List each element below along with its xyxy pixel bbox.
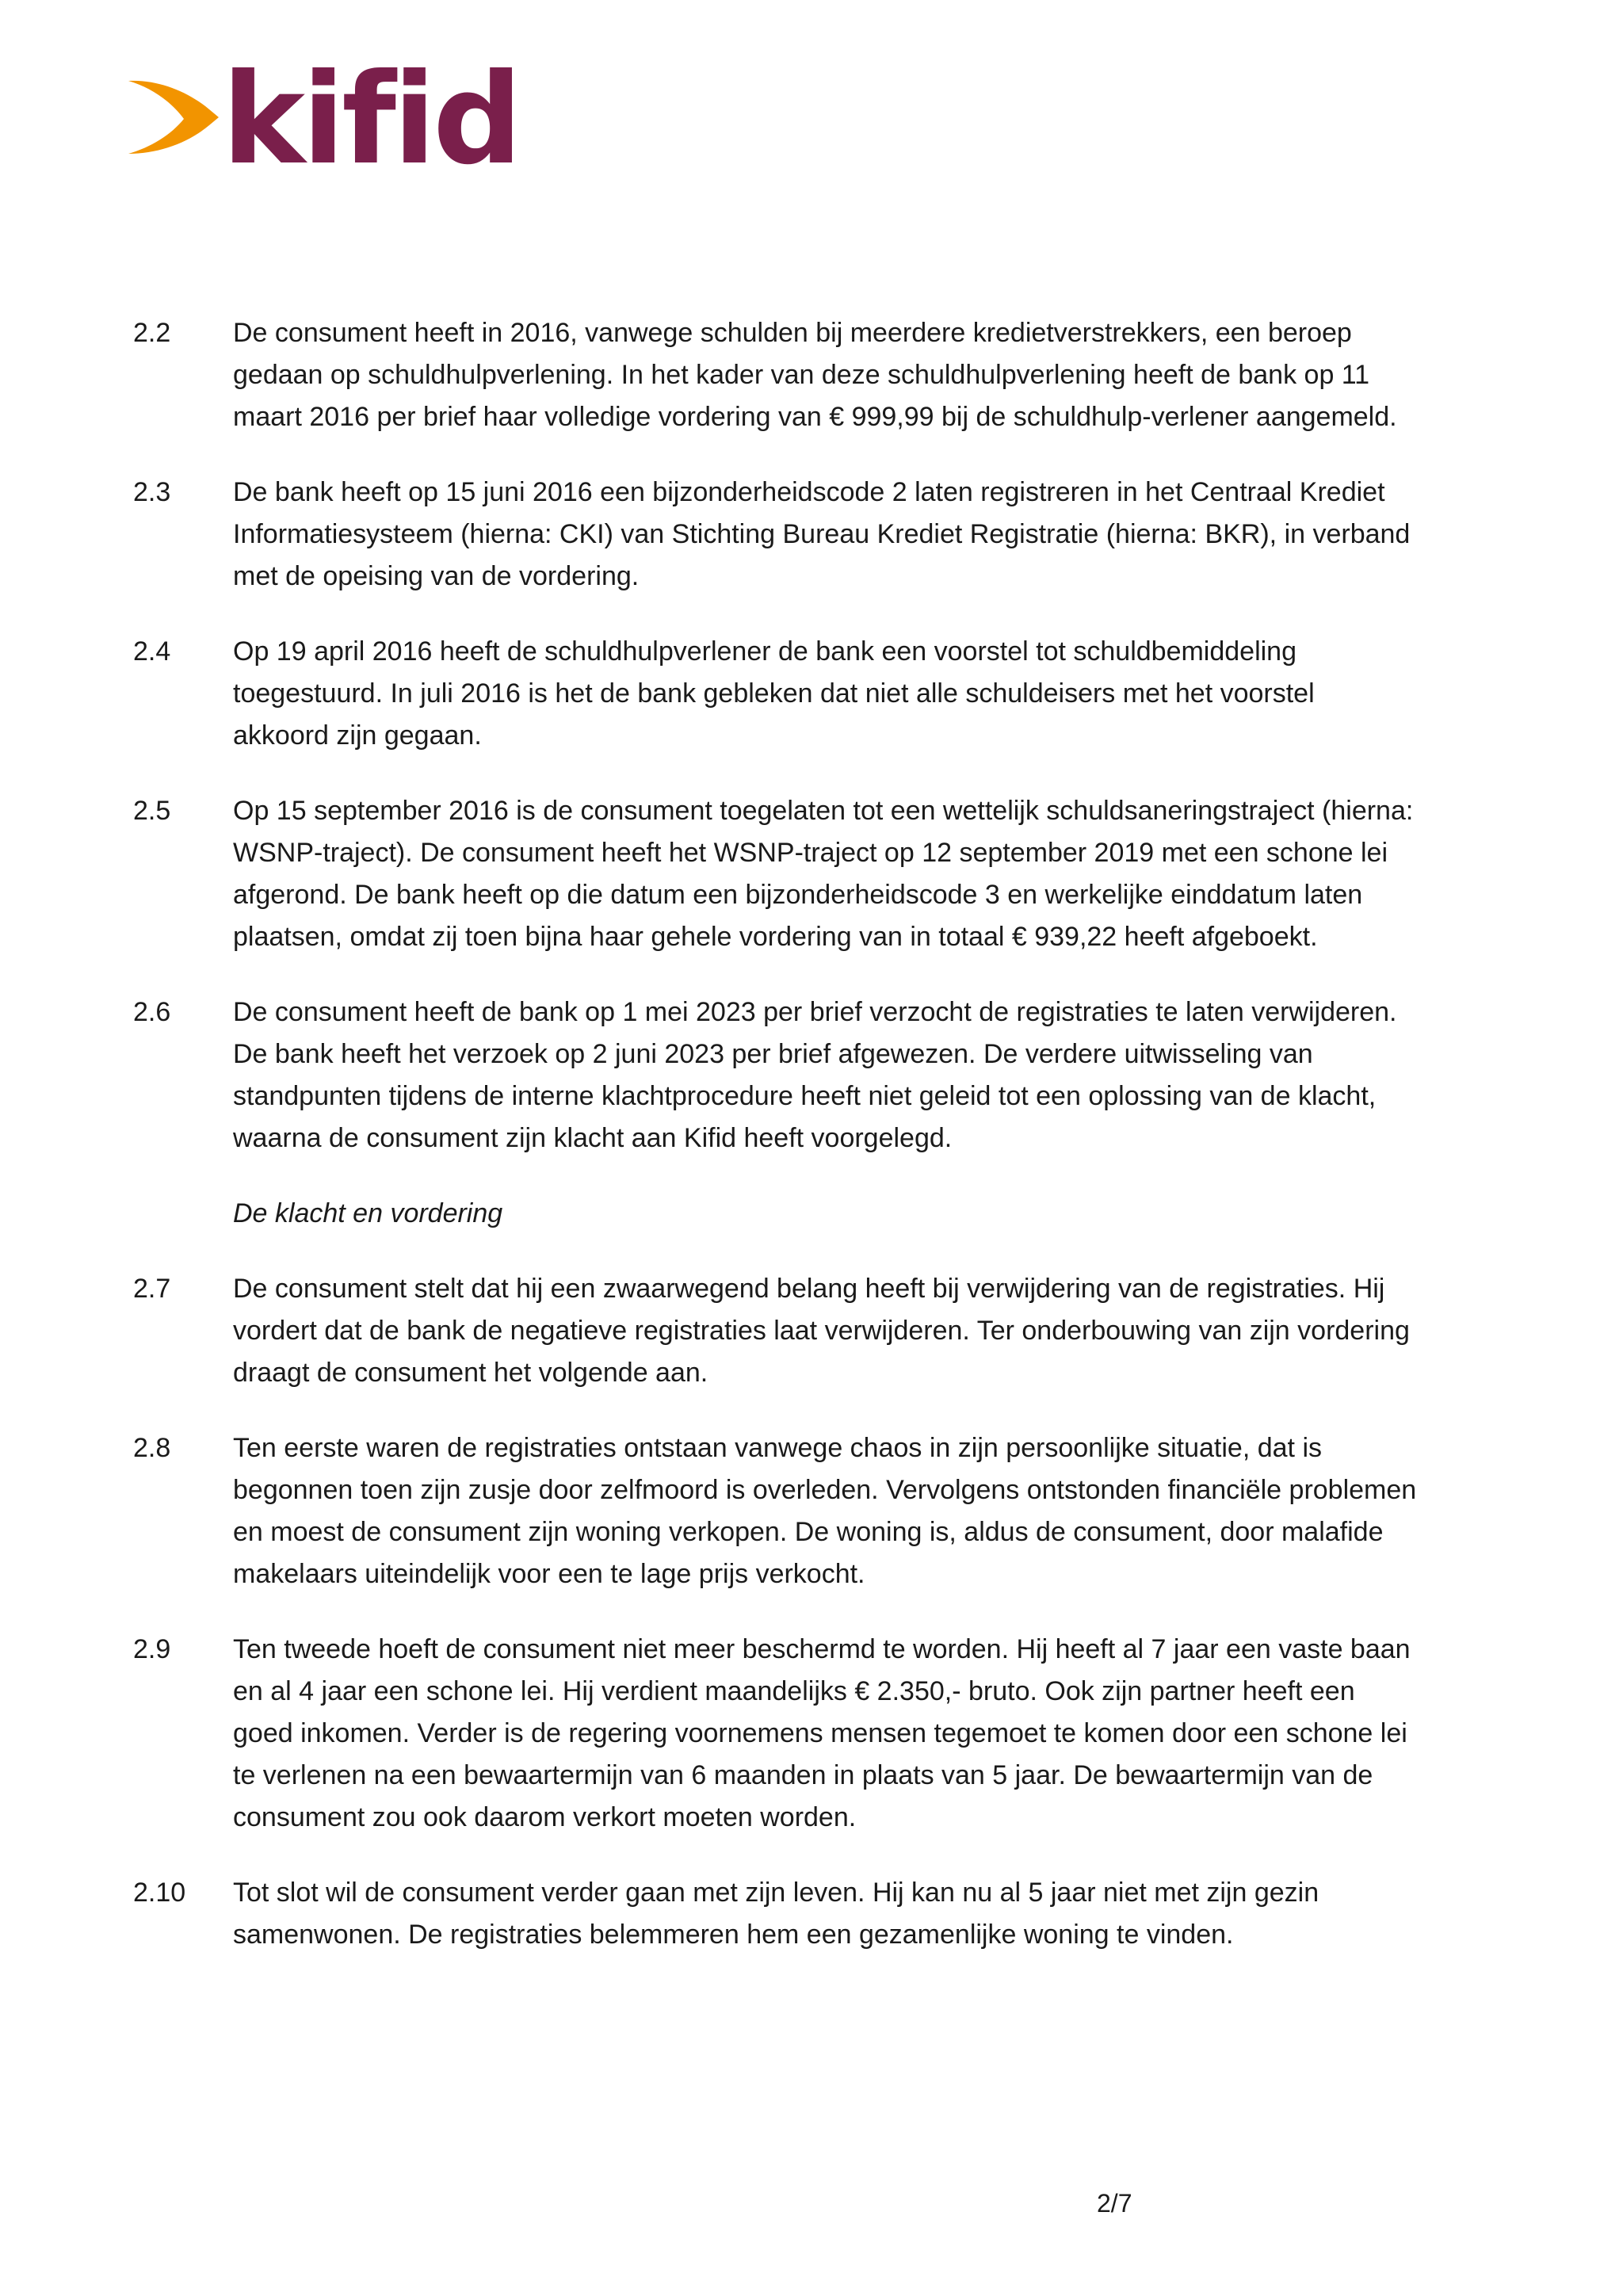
section-text: Tot slot wil de consument verder gaan met zijn leven. Hij kan nu al 5 jaar niet met zijn gezin samenwonen. De registraties belemmeren hem een gezamenlijke woning te vinden. [233, 1878, 1319, 1950]
section-number: 2.6 [133, 997, 171, 1027]
section-number: 2.10 [133, 1878, 186, 1908]
section-number: 2.8 [133, 1433, 171, 1463]
section-text: De consument heeft de bank op 1 mei 2023 per brief verzocht de registraties te laten verwijderen. De bank heeft het verzoek op 2 juni 2023 per brief afgewezen. De verdere uitwisseling van standpunten tijdens de interne klachtprocedure heeft niet geleid tot een oplossing van de klacht, waarna de consument zijn klacht aan Kifid heeft voorgelegd. [233, 997, 1397, 1153]
document-body [133, 312, 1417, 1989]
section-number: 2.3 [133, 477, 171, 507]
section-2-2 [133, 312, 1417, 438]
section-text: Op 19 april 2016 heeft de schuldhulpverlener de bank een voorstel tot schuldbemiddeling toegestuurd. In juli 2016 is het de bank gebleken dat niet alle schuldeisers met het voorstel akkoord zijn gegaan. [233, 636, 1315, 751]
section-number: 2.5 [133, 796, 171, 826]
section-text: De bank heeft op 15 juni 2016 een bijzonderheidscode 2 laten registreren in het Centraal Krediet Informatiesysteem (hierna: CKI) van Stichting Bureau Krediet Registratie (hierna: BKR), in verband met de opeising van de vordering. [233, 477, 1411, 591]
kifid-logo [127, 47, 520, 193]
section-number: 2.2 [133, 318, 171, 348]
subheading-klacht-en-vordering: De klacht en vordering [233, 1198, 503, 1228]
section-text: Ten tweede hoeft de consument niet meer beschermd te worden. Hij heeft al 7 jaar een vaste baan en al 4 jaar een schone lei. Hij verdient maandelijks € 2.350,- bruto. Ook zijn partner heeft een goed inkomen. Verder is de regering voornemens mensen tegemoet te komen door een schone lei te verlenen na een bewaartermijn van 6 maanden in plaats van 5 jaar. De bewaartermijn van de consument zou ook daarom verkort moeten worden. [233, 1634, 1411, 1832]
section-number: 2.9 [133, 1634, 171, 1664]
section-2-3 [133, 472, 1417, 598]
section-number: 2.4 [133, 636, 171, 667]
section-2-6 [133, 991, 1417, 1159]
section-text: Ten eerste waren de registraties ontstaan vanwege chaos in zijn persoonlijke situatie, dat is begonnen toen zijn zusje door zelfmoord is overleden. Vervolgens ontstonden financiële problemen en moest de consument zijn woning verkopen. De woning is, aldus de consument, door malafide makelaars uiteindelijk voor een te lage prijs verkocht. [233, 1433, 1417, 1589]
page-number: 2/7 [1097, 2189, 1132, 2218]
section-2-9 [133, 1629, 1417, 1839]
kifid-arrow-icon [127, 74, 222, 162]
section-text: De consument heeft in 2016, vanwege schulden bij meerdere kredietverstrekkers, een beroep gedaan op schuldhulpverlening. In het kader van deze schuldhulpverlening heeft de bank op 11 maart 2016 per brief haar volledige vordering van € 999,99 bij de schuldhulp-verlener aangemeld. [233, 318, 1397, 432]
section-2-4 [133, 631, 1417, 757]
section-text: Op 15 september 2016 is de consument toegelaten tot een wettelijk schuldsaneringstraject (hierna: WSNP-traject). De consument heeft het WSNP-traject op 12 september 2019 met een schone lei afgerond. De bank heeft op die datum een bijzonderheidscode 3 en werkelijke einddatum laten plaatsen, omdat zij toen bijna haar gehele vordering van in totaal € 939,22 heeft afgeboekt. [233, 796, 1414, 952]
section-2-7 [133, 1268, 1417, 1394]
logo-wordmark: kifid [222, 47, 520, 193]
section-2-5 [133, 790, 1417, 958]
section-number: 2.7 [133, 1274, 171, 1304]
section-2-10 [133, 1872, 1417, 1956]
section-2-8 [133, 1427, 1417, 1595]
section-text: De consument stelt dat hij een zwaarwegend belang heeft bij verwijdering van de registraties. Hij vordert dat de bank de negatieve registraties laat verwijderen. Ter onderbouwing van zijn vordering draagt de consument het volgende aan. [233, 1274, 1410, 1388]
